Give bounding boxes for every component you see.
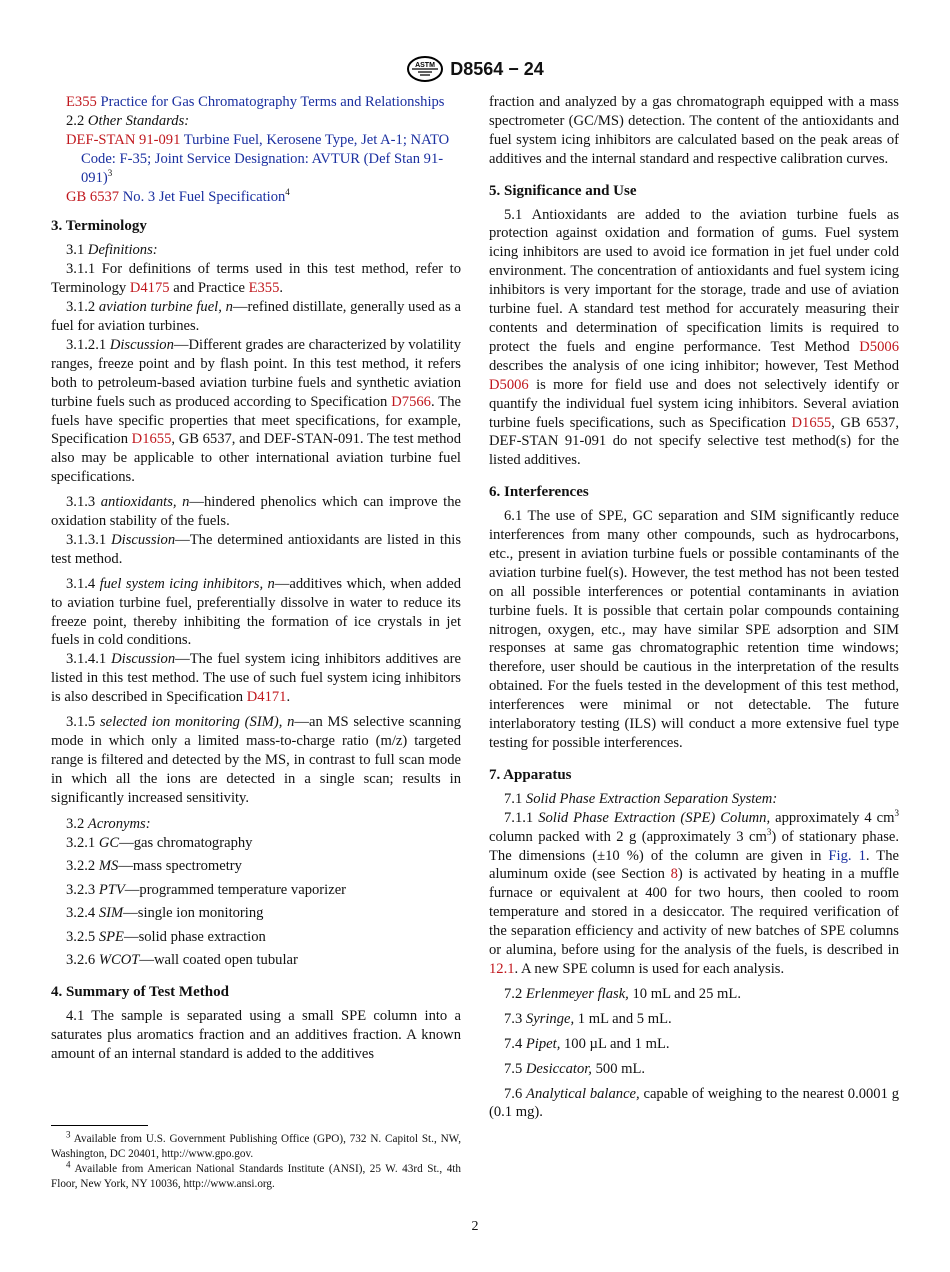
acronym-gc: 3.2.1 GC—gas chromatography xyxy=(66,834,253,851)
link-d5006[interactable]: D5006 xyxy=(489,376,529,393)
link-d1655[interactable]: D1655 xyxy=(131,431,172,448)
section-6-1: 6.1 The use of SPE, GC separation and SIM significantly reduce interferences from many other compounds, such as hydrocarbons, etc., present in aviation turbine fuels or possible contaminants of the aviation turbine fuel(s). However, the test method has not been tested on all possible interferences or potential contaminants in aviation turbine fuels. It is possible that certain polar compounds containing nitrogen, oxygen, etc., may have similar SPE adsorption and SIM responses at same gas chromatographic retention time windows; therefore, user should be cautious in the interpretation of the results obtained. For the fuels tested in the development of this test method, interferences were minimal or not detectable. The future interlaboratory testing (ILS) will conduct a more extensive fuel type testing for possible interferences. xyxy=(489,508,899,751)
footnote-marker[interactable]: 4 xyxy=(285,186,290,197)
footnote-4: $^4$ Available from American National Standards Institute (ANSI), 25 W. 43rd St., 4th Floor, New York, NY 10036, http://www.ansi.org. xyxy=(51,1159,461,1190)
link-fig-1[interactable]: Fig. 1 xyxy=(828,847,866,864)
svg-text:ASTM: ASTM xyxy=(415,62,436,69)
link-12-1[interactable]: 12.1 xyxy=(489,960,515,977)
ref-code-link[interactable]: E355 xyxy=(66,94,97,110)
ref-code-link[interactable]: GB 6537 xyxy=(66,188,120,205)
section-heading-3: 3. Terminology xyxy=(51,218,147,235)
section-3-1-2: 3.1.2 aviation turbine fuel, n—refined distillate, generally used as a fuel for aviation turbines. xyxy=(51,299,462,334)
section-7-4: 7.4 Pipet, 100 µL and 1 mL. xyxy=(504,1035,670,1052)
section-3-1-3: 3.1.3 antioxidants, n—hindered phenolics which can improve the oxidation stability of the fuels. xyxy=(51,494,461,530)
acronym-sim: 3.2.4 SIM—single ion monitoring xyxy=(66,905,264,922)
section-7-2: 7.2 Erlenmeyer flask, 10 mL and 25 mL. xyxy=(504,985,741,1002)
link-d4175[interactable]: D4175 xyxy=(129,280,170,297)
footnote-marker[interactable]: 3 xyxy=(107,167,113,178)
page-number: 2 xyxy=(471,1219,479,1234)
link-d7566[interactable]: D7566 xyxy=(391,393,431,410)
section-3-2: 3.2 Acronyms: xyxy=(66,815,151,832)
section-3-1-4-1: 3.1.4.1 Discussion—The fuel system icing inhibitors additives are listed in this test method. The use of such fuel system icing inhibitors is also described in Specification D4171. xyxy=(51,651,462,706)
link-section-8[interactable]: 8 xyxy=(670,866,678,883)
section-3-1: 3.1 Definitions: xyxy=(66,242,158,259)
acronym-spe: 3.2.5 SPE—solid phase extraction xyxy=(66,928,266,945)
section-7-6: 7.6 Analytical balance, capable of weighing to the nearest 0.0001 g (0.1 mg). xyxy=(489,1085,899,1121)
left-column xyxy=(51,93,461,1064)
link-d4171[interactable]: D4171 xyxy=(246,689,287,706)
reference-gb6537 xyxy=(51,188,461,207)
section-4-1-continued: fraction and analyzed by a gas chromatograph equipped with a mass spectrometer (GC/MS) detection. The content of the antioxidants and fuel system icing inhibitors are calculated based on the peak areas of additives and the internal standard and respective calibration curves. xyxy=(489,94,899,167)
section-3-1-4: 3.1.4 fuel system icing inhibitors, n—additives which, when added to aviation turbine fuel, preferentially dissolve in water to reduce its freeze point, thereby inhibiting the formation of ice crystals in jet fuels in cold conditions. xyxy=(51,575,461,649)
link-d5006[interactable]: D5006 xyxy=(859,338,899,355)
section-7-5: 7.5 Desiccator, 500 mL. xyxy=(504,1060,646,1077)
section-heading-6: 6. Interferences xyxy=(489,484,589,501)
section-7-1: 7.1 Solid Phase Extraction Separation System: xyxy=(504,790,778,807)
section-7-3: 7.3 Syringe, 1 mL and 5 mL. xyxy=(504,1010,672,1027)
ref-code-link[interactable]: DEF-STAN 91-091 xyxy=(66,131,181,148)
footnotes xyxy=(51,1129,461,1192)
footnote-3: $^3$ Available from U.S. Government Publishing Office (GPO), 732 N. Capitol St., NW, Washington, DC 20401, http://www.gpo.gov. xyxy=(51,1129,461,1160)
section-2-2: 2.2 Other Standards: xyxy=(66,112,190,129)
page-header xyxy=(0,55,950,83)
acronym-wcot: 3.2.6 WCOT—wall coated open tubular xyxy=(66,952,298,969)
footnote-rule xyxy=(51,1125,148,1126)
ref-title-link[interactable]: No. 3 Jet Fuel Specification xyxy=(122,188,286,205)
section-5-1: 5.1 Antioxidants are added to the aviation turbine fuels as protection against oxidation and formation of gums. Fuel system icing inhibitors are used to avoid ice formation in jet fuel under cold environment. The concentration of antioxidants and fuel system icing inhibitors is very important for the storage, trade and use of aviation turbine fuel. A standard test method for accurately measuring their contents and determination of specification limits is required to protect the fuels and engine performance. Test Method D5006 describes the analysis of one icing inhibitor; however, Test Method D5006 is more for field use and does not selectively identify or quantify the individual fuel system icing inhibitors. Several aviation turbine fuels specifications, such as Specification D1655, GB 6537, DEF-STAN 91-091 do not specify selective test method(s) for the listed additives. xyxy=(489,206,899,469)
section-3-1-3-1: 3.1.3.1 Discussion—The determined antioxidants are listed in this test method. xyxy=(51,531,462,567)
section-heading-5: 5. Significance and Use xyxy=(489,182,637,199)
link-e355[interactable]: E355 xyxy=(248,280,280,297)
acronym-ptv: 3.2.3 PTV—programmed temperature vaporizer xyxy=(66,881,347,898)
link-d1655[interactable]: D1655 xyxy=(791,414,832,431)
section-3-1-1: 3.1.1 For definitions of terms used in this test method, refer to Terminology D4175 and Practice E355. xyxy=(51,261,461,297)
section-4-1: 4.1 The sample is separated using a small SPE column into a saturates plus aromatics fraction and an additives fraction. A known amount of an internal standard is added to the additives xyxy=(51,1007,461,1062)
reference-e355 xyxy=(51,93,461,112)
section-3-1-2-1: 3.1.2.1 Discussion—Different grades are characterized by volatility ranges, freeze point and by flash point. In this test method, it refers both to petroleum-based aviation turbine fuels and synthetic aviation turbine fuels such as produced according to Specification D7566. The fuels have specific properties that meet specifications, for example, Specification D1655, GB 6537, and DEF-STAN-091. The test method also may be applicable to other international aviation turbine fuel specifications. xyxy=(51,336,462,486)
reference-def-stan xyxy=(51,131,461,188)
section-heading-7: 7. Apparatus xyxy=(489,766,572,783)
section-7-1-1: 7.1.1 Solid Phase Extraction (SPE) Column, approximately 4 $cm^3$ column packed with 2 g (approximately 3 $cm^3$) of stationary phase. The dimensions (±10 %) of the column are given in Fig. 1. The aluminum oxide (see Section 8) is activated by heating in a muffle furnace or equivalent at 400 for two hours, then cooled to room temperature and stored in a desiccator. The required verification of the separation efficiency and activity of new batches of SPE columns or alumina, before using for the analysis of the fuels, is described in 12.1. A new SPE column is used for each analysis. xyxy=(489,807,900,977)
ref-title-link[interactable]: Turbine Fuel, Kerosene Type, Jet A-1; NATO Code: F-35; Joint Service Designation: AVTUR (Def Stan 91-091) xyxy=(81,131,450,186)
section-heading-4: 4. Summary of Test Method xyxy=(51,983,229,1000)
standard-designation: D8564 − 24 xyxy=(450,58,544,79)
ref-title-link[interactable]: Practice for Gas Chromatography Terms and Relationships xyxy=(100,94,445,110)
section-3-1-5: 3.1.5 selected ion monitoring (SIM), n—an MS selective scanning mode in which only a limited mass-to-charge ratio (m/z) targeted range is filtered and detected by the MS, in contrast to full scan mode in which all the ions are detected in a single scan; results in significantly increased sensitivity. xyxy=(51,714,461,806)
right-column xyxy=(489,93,899,1122)
astm-logo-icon xyxy=(406,56,444,82)
acronym-ms: 3.2.2 MS—mass spectrometry xyxy=(66,858,242,875)
